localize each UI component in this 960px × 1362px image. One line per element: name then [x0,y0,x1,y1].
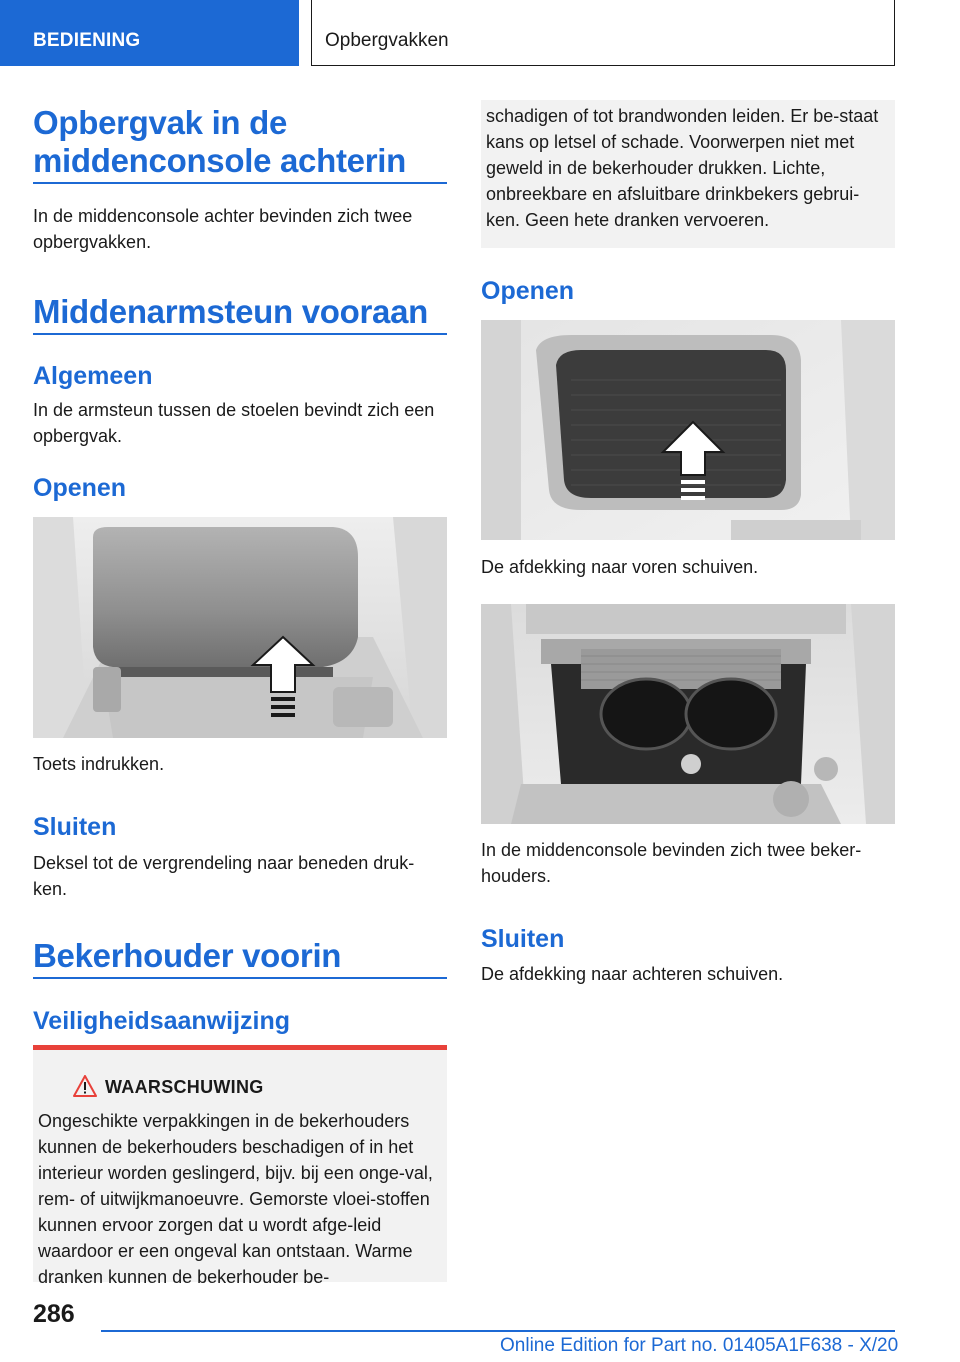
subheading-sluiten-right: Sluiten [481,925,565,953]
sluiten-right-paragraph: De afdekking naar achteren schuiven. [481,964,784,984]
warning-continuation-text: schadigen of tot brandwonden leiden. Er be-staat kans op letsel of schade. Voorwerpen niet met geweld in de bekerhouder drukken. Lichte, onbreekbare en afsluitbare drinkbekers gebrui-ken. Geen hete dranken vervoeren. [486,106,879,230]
edition-text: Online Edition for Part no. 01405A1F638 - X/20 [500,1335,899,1356]
warning-text: Ongeschikte verpakkingen in de bekerhouders kunnen de bekerhouders beschadigen of in het interieur worden geslingerd, bijv. bij een onge-val, rem- of uitwijkmanoeuvre. Gemorste vloei-stoffen kunnen ervoor zorgen dat u wordt afge-leid waardoor er een ongeval kan ontstaan. Warme dranken kunnen de bekerhouder be- [38,1111,433,1287]
warning-continuation-box [481,100,895,248]
footer-rule [101,1330,895,1332]
warning-title: WAARSCHUWING [105,1077,264,1097]
subheading-safety: Veiligheidsaanwijzing [33,1007,291,1035]
subheading-openen-right: Openen [481,277,575,305]
subheading-algemeen: Algemeen [33,362,153,390]
heading-rule [33,977,447,979]
subheading-sluiten: Sluiten [33,813,117,841]
algemeen-paragraph: In de armsteun tussen de stoelen bevindt zich een opbergvak. [33,400,435,446]
heading-rule [33,333,447,335]
subheading-openen: Openen [33,474,127,502]
section-label: BEDIENING [33,30,141,51]
heading-cupholder-front: Bekerhouder voorin [33,937,342,974]
section-tab [0,0,299,66]
armrest-illustration [33,517,447,738]
page-number: 286 [33,1300,75,1328]
chapter-label: Opbergvakken [325,30,449,51]
heading-rule [33,182,447,184]
console-cover-illustration [481,320,895,540]
openen-caption: Toets indrukken. [33,754,165,774]
caption-two-cupholders: In de middenconsole bevinden zich twee beker-houders. [481,840,862,886]
chapter-tab [311,0,895,66]
intro-paragraph: In de middenconsole achter bevinden zich twee opbergvakken. [33,206,413,252]
sluiten-paragraph: Deksel tot de vergrendeling naar beneden druk-ken. [33,853,415,899]
warning-box [33,1045,447,1287]
cupholders-illustration [481,604,895,824]
warning-triangle-icon [73,1075,97,1097]
caption-slide-forward: De afdekking naar voren schuiven. [481,557,759,577]
heading-front-armrest: Middenarmsteun vooraan [33,293,428,330]
heading-storage-rear-console: Opbergvak in de middenconsole achterin [33,104,406,179]
